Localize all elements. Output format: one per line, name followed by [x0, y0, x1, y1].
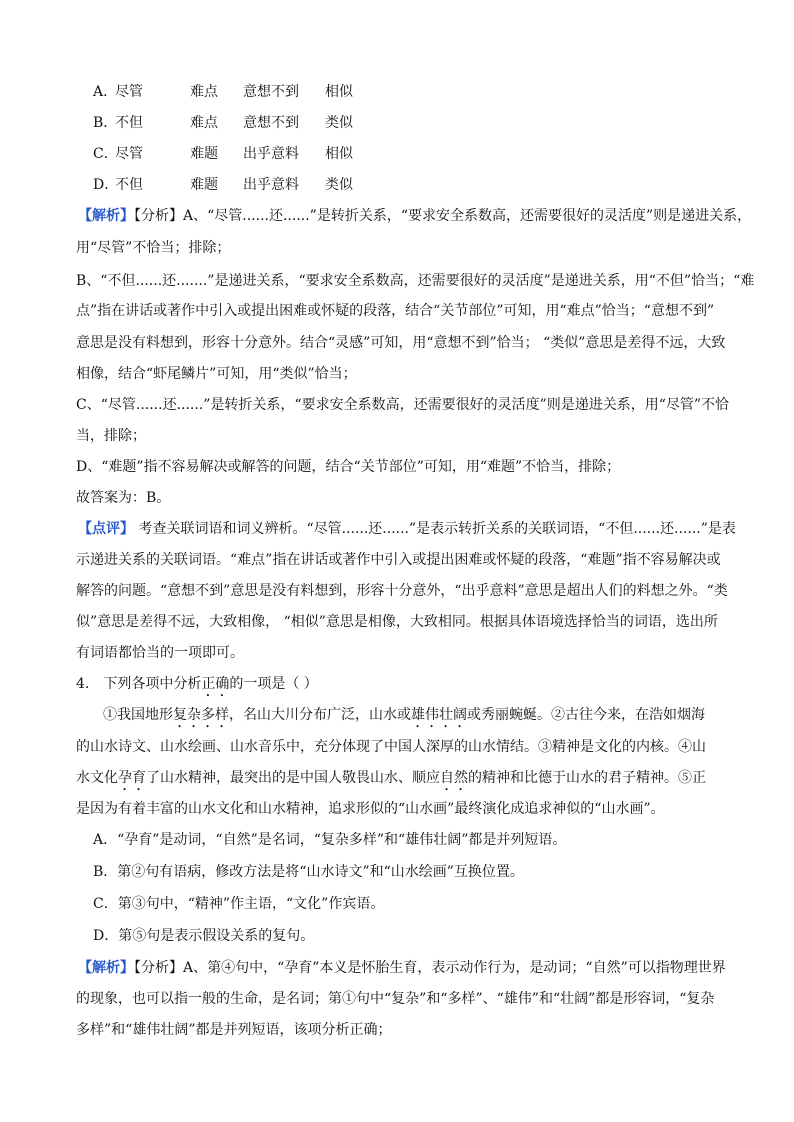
option-letter: A． — [93, 84, 118, 100]
option-word: 不但 — [115, 115, 143, 131]
analysis-line: 点”指在讲话或著作中引入或提出困难或怀疑的段落，结合“关节部位”可知，用“难点”恰当；“意想不到” — [76, 303, 715, 319]
stem-text: 4． 下列各项中分析 — [76, 676, 202, 692]
passage-text: ，名山大川分布广泛，山水或 — [229, 707, 411, 723]
option-word: 尽管 — [115, 146, 143, 162]
option-word: 意想不到 — [243, 84, 299, 100]
analysis-subtag: 【分析】 — [134, 208, 183, 224]
passage-text: 了山水精神，最突出的是中国人敬畏山水、顺应 — [146, 770, 440, 786]
option-word: 出乎意料 — [243, 146, 299, 162]
option-d-q4: D．第⑤句是表示假设关系的复句。 — [93, 928, 315, 944]
analysis-subtag: 【分析】 — [134, 960, 183, 976]
option-b-q4: B．第②句有语病，修改方法是将“山水诗文”和“山水绘画”互换位置。 — [93, 864, 524, 880]
passage-text: 的精神和比德于山水的君子精神。⑤正 — [468, 770, 706, 786]
passage-line — [76, 768, 706, 794]
option-letter: D． — [93, 177, 119, 193]
analysis-line: C、“尽管......还......”是转折关系，“要求安全系数高，还需要很好的灵活度”则是递进关系，用“尽管”不恰 — [76, 397, 730, 413]
analysis-line: B、“不但......还.......”是递进关系，“要求安全系数高，还需要很好的灵活度”是递进关系，用“不但”恰当；“难 — [76, 273, 755, 289]
option-d-q3 — [93, 175, 353, 195]
analysis-line: 相像，结合“虾尾鳞片”可知，用“类似”恰当； — [76, 366, 357, 382]
option-b-q3 — [93, 113, 353, 133]
option-a-q3 — [93, 82, 353, 102]
analysis-line: D、“难题”指不容易解决或解答的问题，结合“关节部位”可知，用“难题”不恰当，排除； — [76, 459, 621, 475]
analysis-line: 当，排除； — [76, 428, 146, 444]
comment-tag: 【点评】 — [78, 521, 134, 537]
option-word: 类似 — [325, 177, 353, 193]
passage-emphasis: 雄伟壮阔 — [411, 707, 467, 723]
option-word: 相似 — [325, 146, 353, 162]
option-word: 不但 — [115, 177, 143, 193]
analysis-tag: 【解析】 — [78, 960, 134, 976]
analysis-text: A、第④句中，“孕育”本义是怀胎生育，表示动作行为，是动词；“自然”可以指物理世界 — [183, 960, 726, 976]
option-word: 难点 — [190, 115, 218, 131]
option-letter: C． — [93, 146, 118, 162]
option-word: 难题 — [190, 146, 218, 162]
comment-line: 似”意思是差得不远，大致相像， “相似”意思是相像，大致相同。根据具体语境选择恰当的词语，选出所 — [76, 614, 718, 630]
option-letter: B． — [93, 115, 118, 131]
option-c-q4: C．第③句中，“精神”作主语，“文化”作宾语。 — [93, 896, 385, 912]
stem-text: 的一项是（ ） — [229, 676, 318, 692]
analysis-tag: 【解析】 — [78, 208, 134, 224]
option-word: 类似 — [325, 115, 353, 131]
question-stem — [76, 674, 318, 700]
passage-emphasis: 复杂多样 — [173, 707, 229, 723]
passage-line — [103, 705, 705, 731]
comment-line: 解答的问题。“意想不到”意思是没有料想到，形容十分意外，“出乎意料”意思是超出人们的料想之外。“类 — [76, 583, 728, 599]
option-c-q3 — [93, 144, 353, 164]
passage-emphasis: 自然 — [440, 770, 468, 786]
option-word: 意想不到 — [243, 115, 299, 131]
answer-line: 故答案为：B。 — [76, 490, 171, 506]
comment-line — [78, 519, 736, 539]
passage-text: ①我国地形 — [103, 707, 173, 723]
option-word: 尽管 — [115, 84, 143, 100]
comment-line: 示递进关系的关联词语。“难点”指在讲话或著作中引入或提出困难或怀疑的段落，“难题”指不容易解决或 — [76, 552, 721, 568]
comment-line: 有词语都恰当的一项即可。 — [76, 645, 244, 661]
option-word: 难点 — [190, 84, 218, 100]
analysis-line: 多样”和“雄伟壮阔”都是并列短语，该项分析正确； — [76, 1022, 392, 1038]
option-word: 难题 — [190, 177, 218, 193]
option-a-q4: A．“孕育”是动词，“自然”是名词，“复杂多样”和“雄伟壮阔”都是并列短语。 — [93, 832, 567, 848]
passage-line: 是因为有着丰富的山水文化和山水精神，追求形似的“山水画”最终演化成追求神似的“山水画”。 — [76, 801, 665, 817]
passage-line: 的山水诗文、山水绘画、山水音乐中，充分体现了中国人深厚的山水情结。③精神是文化的内核。④山 — [76, 739, 706, 755]
passage-emphasis: 孕育 — [118, 770, 146, 786]
analysis-line: 意思是没有料想到，形容十分意外。结合“灵感”可知，用“意想不到”恰当； “类似”意思是差得不远，大致 — [76, 335, 726, 351]
analysis-text: A、“尽管......还......”是转折关系，“要求安全系数高，还需要很好的灵活度”则是递进关系， — [183, 208, 752, 224]
analysis-line: 用“尽管”不恰当；排除； — [76, 240, 231, 256]
passage-text: 水文化 — [76, 770, 118, 786]
stem-emphasis: 正确 — [201, 676, 230, 692]
option-word: 出乎意料 — [243, 177, 299, 193]
analysis-line — [78, 958, 726, 978]
analysis-line: 的现象，也可以指一般的生命，是名词；第①句中“复杂”和“多样”、“雄伟”和“壮阔”都是形容词，“复杂 — [76, 991, 715, 1007]
option-word: 相似 — [325, 84, 353, 100]
analysis-line — [78, 206, 751, 226]
comment-text: 考查关联词语和词义辨析。“尽管......还......”是表示转折关系的关联词语，“不但......还......”是表 — [134, 521, 736, 537]
passage-text: 或秀丽蜿蜒。②古往今来，在浩如烟海 — [467, 707, 705, 723]
